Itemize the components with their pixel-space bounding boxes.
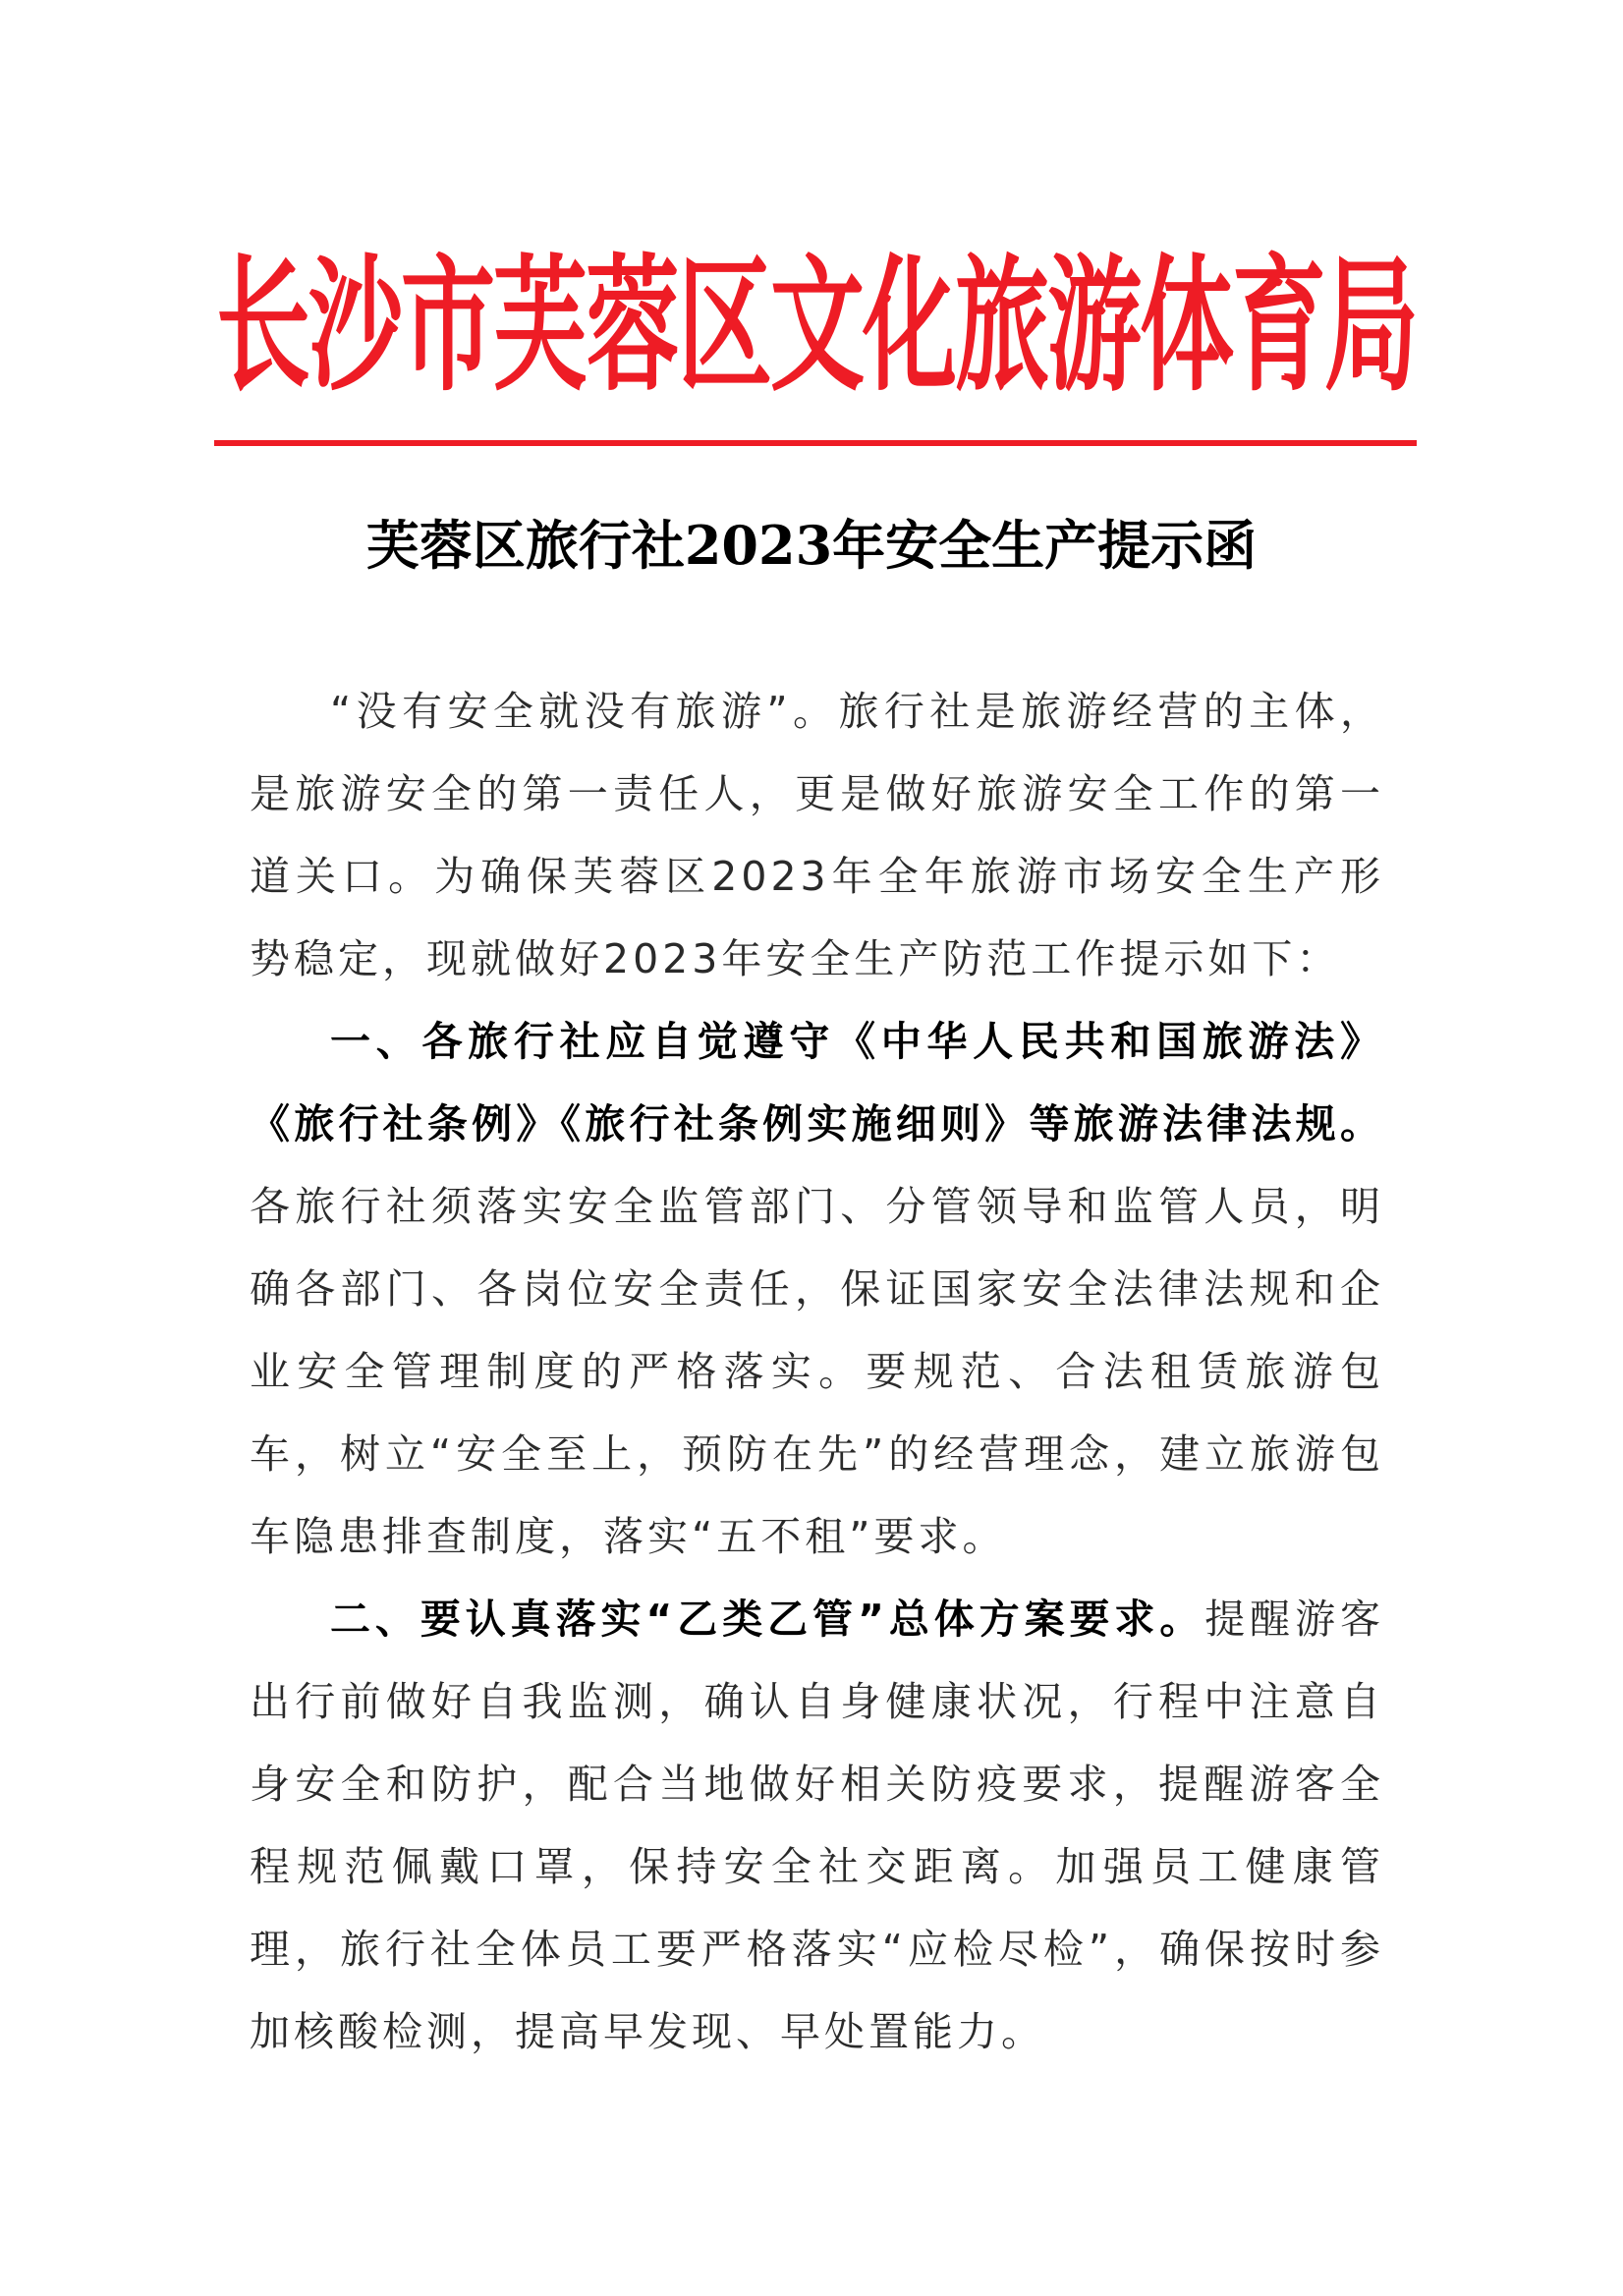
- document-title: 芙蓉区旅行社2023年安全生产提示函: [365, 514, 1258, 577]
- red-divider-line: [214, 440, 1417, 446]
- section-2-heading: 二、要认真落实“乙类乙管”总体方案要求。: [330, 1596, 1205, 1643]
- section-1-heading: 一、各旅行社应自觉遵守《中华人民共和国旅游法》《旅行社条例》《旅行社条例实施细则》等旅游法律法规。: [250, 1018, 1384, 1148]
- section-1-text: 各旅行社须落实安全监管部门、分管领导和监管人员，明确各部门、各岗位安全责任，保证国家安全法律法规和企业安全管理制度的严格落实。要规范、合法租赁旅游包车，树立“安全至上，预防在先”的经营理念，建立旅游包车隐患排查制度，落实“五不租”要求。: [250, 1183, 1384, 1560]
- section-2-text: 提醒游客出行前做好自我监测，确认自身健康状况，行程中注意自身安全和防护，配合当地做好相关防疫要求，提醒游客全程规范佩戴口罩，保持安全社交距离。加强员工健康管理，旅行社全体员工要严格落实“应检尽检”，确保按时参加核酸检测，提高早发现、早处置能力。: [250, 1596, 1384, 2055]
- section-1-paragraph: [250, 1000, 1384, 1578]
- document-body: [250, 670, 1384, 2073]
- issuer-masthead: 长沙市芙蓉区文化旅游体育局: [216, 239, 1417, 412]
- section-2-paragraph: [250, 1578, 1384, 2073]
- intro-paragraph: “没有安全就没有旅游”。旅行社是旅游经营的主体，是旅游安全的第一责任人，更是做好旅游安全工作的第一道关口。为确保芙蓉区2023年全年旅游市场安全生产形势稳定，现就做好2023年安全生产防范工作提示如下：: [250, 688, 1384, 982]
